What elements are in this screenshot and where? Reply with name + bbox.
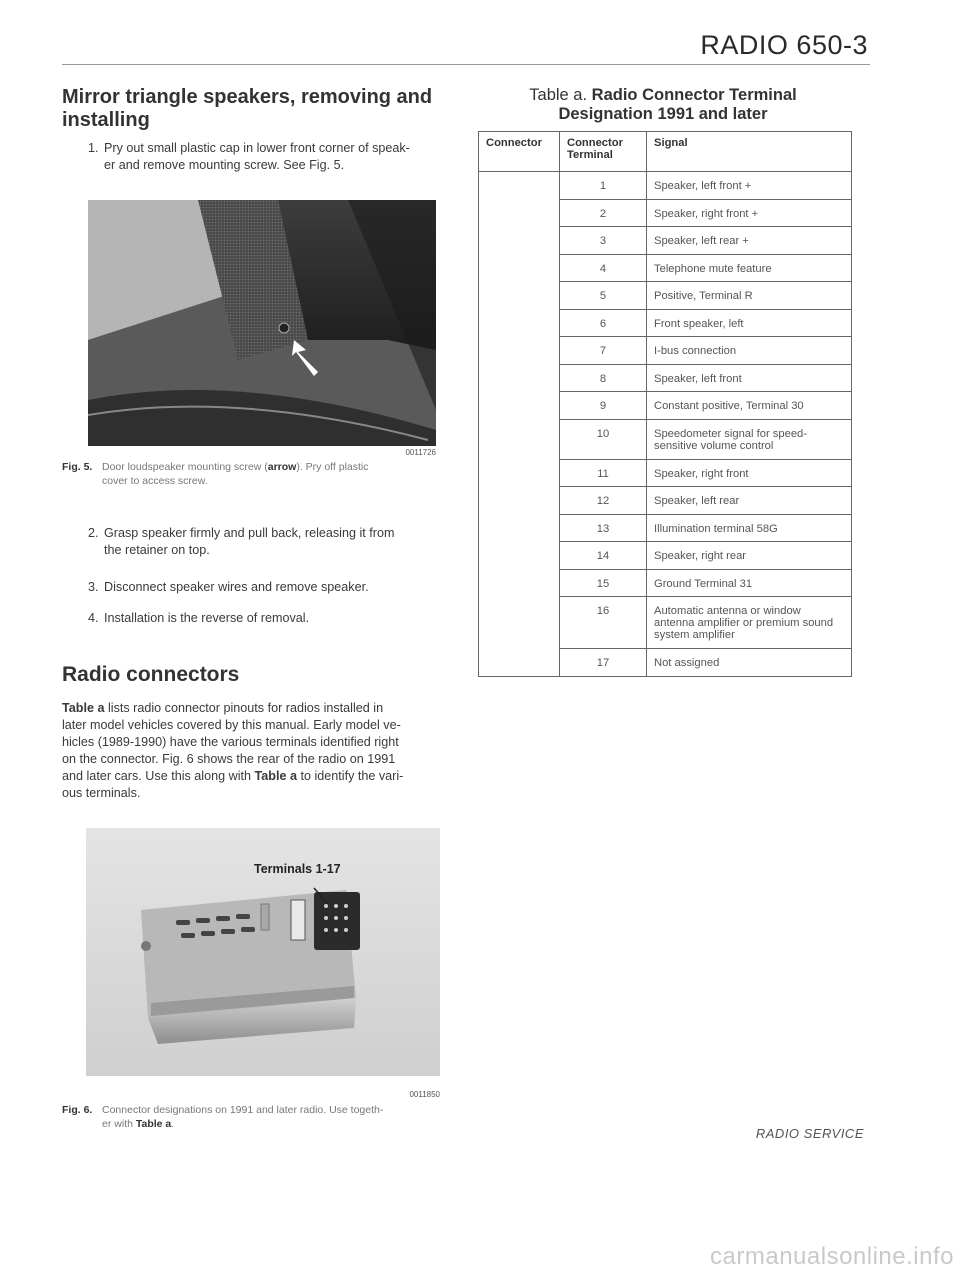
fig6-caption — [62, 1103, 452, 1131]
table-row — [479, 392, 852, 420]
section-title-mirror-speakers — [62, 86, 432, 132]
connector-cell — [479, 487, 560, 515]
connector-cell — [479, 392, 560, 420]
terminal-cell: 9 — [560, 392, 647, 420]
connector-cell — [479, 309, 560, 337]
signal-cell: Ground Terminal 31 — [647, 569, 852, 597]
table-row — [479, 569, 852, 597]
table-row — [479, 459, 852, 487]
step-number: 1. — [88, 141, 99, 155]
signal-cell: Speaker, right front — [647, 459, 852, 487]
connector-cell — [479, 199, 560, 227]
para-emphasis: Table a — [62, 701, 105, 715]
para-text: to identify the vari- — [296, 769, 404, 783]
section-title-line: Mirror triangle speakers, removing and — [62, 86, 433, 108]
caption-emphasis: Table a — [135, 1118, 172, 1130]
terminal-cell: 8 — [560, 364, 647, 392]
table-row — [479, 337, 852, 365]
step-text: Pry out small plastic cap in lower front corner of speak- — [104, 141, 410, 155]
connector-cell — [479, 597, 560, 649]
connector-cell — [479, 419, 560, 459]
header-terminal-line: Terminal — [567, 149, 613, 161]
table-row — [479, 514, 852, 542]
connector-cell — [479, 569, 560, 597]
signal-cell: Speaker, left front + — [647, 172, 852, 200]
signal-cell: Speedometer signal for speed-sensitive volume control — [647, 419, 852, 459]
step-4 — [88, 610, 448, 627]
connector-cell — [479, 649, 560, 677]
table-row — [479, 282, 852, 310]
connector-table-wrapper — [478, 131, 852, 677]
caption-text: cover to access screw. — [102, 475, 208, 487]
signal-cell: Telephone mute feature — [647, 254, 852, 282]
fig6-number: 0011850 — [409, 1090, 440, 1099]
caption-emphasis: arrow — [267, 461, 297, 473]
header-connector: Connector — [479, 132, 560, 172]
terminal-cell: 12 — [560, 487, 647, 515]
para-text: on the connector. Fig. 6 shows the rear of the radio on 1991 — [62, 752, 396, 766]
table-title — [478, 86, 848, 124]
table-row — [479, 419, 852, 459]
signal-cell: Speaker, right front + — [647, 199, 852, 227]
fig5-number: 0011726 — [405, 448, 436, 457]
terminal-cell: 10 — [560, 419, 647, 459]
table-header-row — [479, 132, 852, 172]
step-3 — [88, 579, 448, 596]
figure-label: Fig. 5. — [62, 461, 93, 473]
terminal-cell: 4 — [560, 254, 647, 282]
table-row — [479, 542, 852, 570]
terminal-cell: 17 — [560, 649, 647, 677]
terminal-cell: 13 — [560, 514, 647, 542]
connector-cell — [479, 337, 560, 365]
signal-cell: Speaker, right rear — [647, 542, 852, 570]
table-title-text: Radio Connector Terminal — [587, 86, 797, 104]
header-signal: Signal — [647, 132, 852, 172]
step-text: er and remove mounting screw. See Fig. 5. — [104, 158, 345, 172]
section-title-radio-connectors: Radio connectors — [62, 663, 240, 686]
caption-text: Connector designations on 1991 and later radio. Use togeth- — [102, 1104, 384, 1116]
connector-cell — [479, 542, 560, 570]
header-terminal — [560, 132, 647, 172]
page-header-title: RADIO 650-3 — [700, 30, 868, 60]
signal-cell: Constant positive, Terminal 30 — [647, 392, 852, 420]
header-terminal-line: Connector — [567, 137, 623, 149]
header-divider — [62, 64, 870, 65]
fig5-photo — [88, 200, 436, 446]
step-2 — [88, 525, 448, 559]
connector-cell — [479, 364, 560, 392]
signal-cell: Automatic antenna or window antenna amplifier or premium sound system amplifier — [647, 597, 852, 649]
terminal-cell: 6 — [560, 309, 647, 337]
speaker-photo-illustration — [88, 200, 436, 446]
connector-cell — [479, 514, 560, 542]
terminal-cell: 1 — [560, 172, 647, 200]
radio-connectors-paragraph — [62, 700, 446, 802]
signal-cell: Speaker, left rear — [647, 487, 852, 515]
signal-cell: I-bus connection — [647, 337, 852, 365]
terminal-cell: 15 — [560, 569, 647, 597]
para-text: lists radio connector pinouts for radios installed in — [104, 701, 384, 715]
terminal-cell: 11 — [560, 459, 647, 487]
table-row — [479, 254, 852, 282]
section-title-line: installing — [62, 109, 150, 131]
connector-cell — [479, 254, 560, 282]
signal-cell: Illumination terminal 58G — [647, 514, 852, 542]
terminal-cell: 14 — [560, 542, 647, 570]
step-text: Disconnect speaker wires and remove speaker. — [104, 580, 369, 594]
watermark-text: carmanualsonline.info — [710, 1243, 954, 1270]
table-row — [479, 487, 852, 515]
figure-label: Fig. 6. — [62, 1104, 93, 1116]
step-1 — [88, 140, 448, 174]
step-number: 2. — [88, 526, 99, 540]
para-text: later model vehicles covered by this manual. Early model ve- — [62, 718, 401, 732]
terminal-cell: 5 — [560, 282, 647, 310]
table-row — [479, 597, 852, 649]
connector-cell — [479, 459, 560, 487]
para-text: hicles (1989-1990) have the various terminals identified right — [62, 735, 399, 749]
para-text: ous terminals. — [62, 786, 141, 800]
table-row — [479, 649, 852, 677]
connector-cell — [479, 227, 560, 255]
table-title-text: Designation 1991 and later — [558, 105, 768, 123]
step-text: the retainer on top. — [104, 543, 210, 557]
step-number: 4. — [88, 611, 99, 625]
table-row — [479, 309, 852, 337]
terminal-cell: 3 — [560, 227, 647, 255]
terminal-cell: 16 — [560, 597, 647, 649]
connector-table — [478, 131, 852, 677]
table-body — [479, 172, 852, 677]
para-emphasis: Table a — [254, 769, 297, 783]
signal-cell: Speaker, left rear + — [647, 227, 852, 255]
table-title-prefix: Table a. — [529, 86, 588, 104]
signal-cell: Front speaker, left — [647, 309, 852, 337]
signal-cell: Speaker, left front — [647, 364, 852, 392]
step-text: Installation is the reverse of removal. — [104, 611, 310, 625]
terminal-cell: 7 — [560, 337, 647, 365]
fig5-caption — [62, 460, 442, 488]
step-text: Grasp speaker firmly and pull back, releasing it from — [104, 526, 395, 540]
connector-cell — [479, 172, 560, 200]
terminal-cell: 2 — [560, 199, 647, 227]
table-row — [479, 199, 852, 227]
terminals-callout: Terminals 1-17 — [254, 862, 341, 876]
table-row — [479, 364, 852, 392]
signal-cell: Positive, Terminal R — [647, 282, 852, 310]
connector-cell — [479, 282, 560, 310]
caption-text: Door loudspeaker mounting screw ( — [102, 461, 268, 473]
caption-text: . — [171, 1118, 175, 1130]
caption-text: ). Pry off plastic — [296, 461, 369, 473]
fig6-photo — [86, 828, 440, 1076]
signal-cell: Not assigned — [647, 649, 852, 677]
table-row — [479, 227, 852, 255]
footer-section-name: RADIO SERVICE — [755, 1126, 864, 1141]
step-number: 3. — [88, 580, 99, 594]
para-text: and later cars. Use this along with — [62, 769, 255, 783]
table-row — [479, 172, 852, 200]
caption-text: er with — [102, 1118, 136, 1130]
